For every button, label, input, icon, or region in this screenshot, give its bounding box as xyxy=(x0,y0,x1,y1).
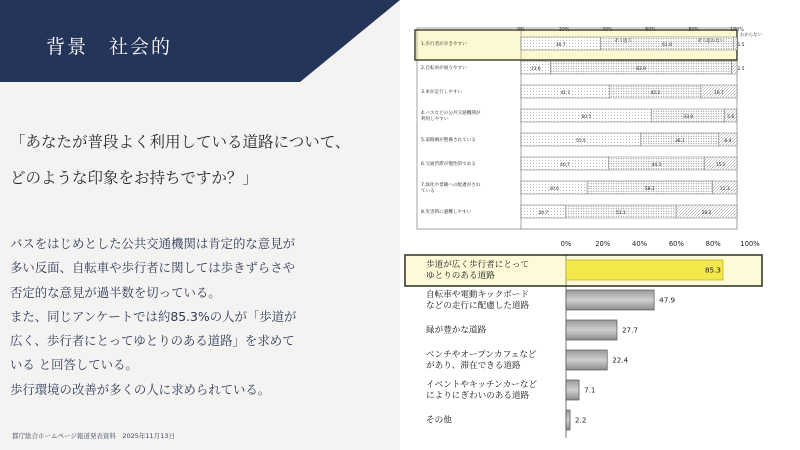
chart2-tick-label: 80% xyxy=(705,240,721,248)
chart1-value-label: 61.8 xyxy=(662,42,672,48)
summary-line: 歩行環境の改善が多くの人に求められている。 xyxy=(10,381,271,397)
chart2-tick-label: 0% xyxy=(560,240,572,248)
survey-question xyxy=(10,124,398,196)
chart2-value-label: 7.1 xyxy=(584,385,596,395)
summary-line: いる と回答している。 xyxy=(10,357,138,373)
chart1-bar-segment xyxy=(734,37,737,50)
chart1-value-label: 55.5 xyxy=(576,138,586,144)
chart1-value-label: 5.6 xyxy=(727,114,735,120)
chart2-value-label: 47.9 xyxy=(659,295,676,305)
chart1-value-label: 36.1 xyxy=(674,138,685,144)
chart2-value-label: 2.2 xyxy=(575,415,587,425)
chart2-bar xyxy=(566,380,579,400)
chart1-category-label: 4.バスなどの公共交通機関が xyxy=(421,111,481,116)
chart1-tick-label: 40% xyxy=(602,28,613,33)
chart2-category-label: 歩道が広く歩行者にとって xyxy=(426,260,529,270)
chart1-category-label: ている xyxy=(421,189,435,194)
chart2-category-label: があり、滞在できる道路 xyxy=(426,361,521,371)
chart1-value-label: 20.7 xyxy=(538,210,549,216)
summary-line: また、同じアンケートでは約85.3%の人が「歩道が xyxy=(10,308,297,324)
chart2-value-label: 22.4 xyxy=(612,355,629,365)
chart2-bar xyxy=(566,260,723,280)
summary-line: バスをはじめとした公共交通機関は肯定的な意見が xyxy=(10,236,295,251)
summary-line: 多い反面、自転車や歩行者に関しては歩きずらさや xyxy=(10,260,295,276)
chart2-category-label: などの走行に配慮した道路 xyxy=(426,301,530,311)
chart1-category-label: 2.自転車が通りやすい xyxy=(421,66,467,71)
chart1-category-label: 8.災害時に避難しやすい xyxy=(421,210,472,215)
summary-line: 否定的な意見が過半数を切っている。 xyxy=(10,284,221,300)
question-line: どのような印象をお持ちですか？」 xyxy=(10,169,258,187)
chart1-category-label: 5.道路網が整備されている xyxy=(421,138,476,143)
chart2-value-label: 85.3 xyxy=(704,265,721,275)
chart2-value-label: 27.7 xyxy=(621,325,638,335)
chart2-tick-label: 20% xyxy=(595,240,611,248)
chart1-value-label: 41.1 xyxy=(560,90,571,96)
chart1-tick-label: 20% xyxy=(558,28,570,33)
question-line: 「あなたが普段よく利用している道路について、 xyxy=(10,133,351,151)
chart1-value-label: 40.7 xyxy=(560,162,570,168)
chart2-tick-label: 60% xyxy=(668,240,684,248)
chart2-category-label: ベンチやオープンカフェなど xyxy=(426,350,537,360)
chart1-category-label: 6.交通渋滞が慢性的である xyxy=(421,162,476,167)
chart2-tick-label: 100% xyxy=(740,240,760,248)
chart1-value-label: 1.5 xyxy=(737,42,745,48)
chart1-tick-label: 100% xyxy=(730,28,744,33)
chart1-value-label: 83.9 xyxy=(636,66,646,72)
slide-title: 背景 社会的 xyxy=(46,36,173,58)
impression-stacked-chart xyxy=(400,0,800,232)
chart1-value-label: 51.1 xyxy=(616,210,626,216)
chart1-value-label: 60.5 xyxy=(581,114,592,120)
chart1-category-label: 1.歩行者が歩きやすい xyxy=(421,42,467,47)
chart2-bar xyxy=(566,320,617,340)
chart2-bar xyxy=(566,290,654,310)
chart1-value-label: 42.2 xyxy=(650,90,661,96)
chart2-category-label: 緑が豊かな道路 xyxy=(426,325,487,336)
chart1-value-label: 16.7 xyxy=(714,90,724,96)
chart2-category-label: その他 xyxy=(426,415,452,426)
chart1-tick-label: 80% xyxy=(688,28,700,33)
chart2-category-label: 自転車や電動キックボード xyxy=(426,290,529,300)
chart1-legend-label: そう思う xyxy=(614,39,632,44)
chart2-tick-label: 40% xyxy=(632,240,648,248)
chart1-category-label: 利用しやすい xyxy=(421,117,449,122)
chart1-value-label: 13.6 xyxy=(530,66,541,72)
chart1-tick-label: 0% xyxy=(517,28,525,33)
chart2-bar xyxy=(566,410,570,430)
chart1-tick-label: 60% xyxy=(645,28,656,33)
chart1-value-label: 8.4 xyxy=(724,138,732,144)
chart1-value-label: 28.2 xyxy=(701,210,712,216)
chart1-value-label: 58.1 xyxy=(644,186,655,192)
chart1-value-label: 30.6 xyxy=(549,186,559,192)
chart1-value-label: 2.5 xyxy=(737,66,745,72)
chart1-category-label: 7.緑化や景観への配慮がされ xyxy=(421,183,481,188)
chart1-bar-segment xyxy=(732,61,737,74)
chart1-legend-label: わからない xyxy=(740,33,762,38)
summary-text xyxy=(10,232,395,402)
chart1-value-label: 15.2 xyxy=(715,162,726,168)
chart2-category-label: によりにぎわいのある道路 xyxy=(426,391,530,401)
chart1-value-label: 44.1 xyxy=(651,162,662,168)
chart-panel xyxy=(400,0,800,450)
source-citation: 都庁総合ホームページ報道発表資料 2025年11月13日 xyxy=(12,432,175,440)
chart1-category-label: 3.車が走行しやすい xyxy=(421,90,463,95)
summary-line: 広く、歩行者にとってゆとりのある道路」を求めて xyxy=(10,333,295,349)
chart1-value-label: 11.3 xyxy=(719,186,730,192)
chart2-category-label: イベントやキッチンカーなど xyxy=(426,380,538,390)
chart2-bar xyxy=(566,350,607,370)
chart1-legend-label: そう思わない xyxy=(697,39,725,44)
desired-road-bar-chart xyxy=(400,232,800,450)
chart1-value-label: 33.8 xyxy=(683,114,694,120)
chart2-category-label: ゆとりのある道路 xyxy=(426,271,495,281)
chart1-value-label: 36.7 xyxy=(555,42,566,48)
